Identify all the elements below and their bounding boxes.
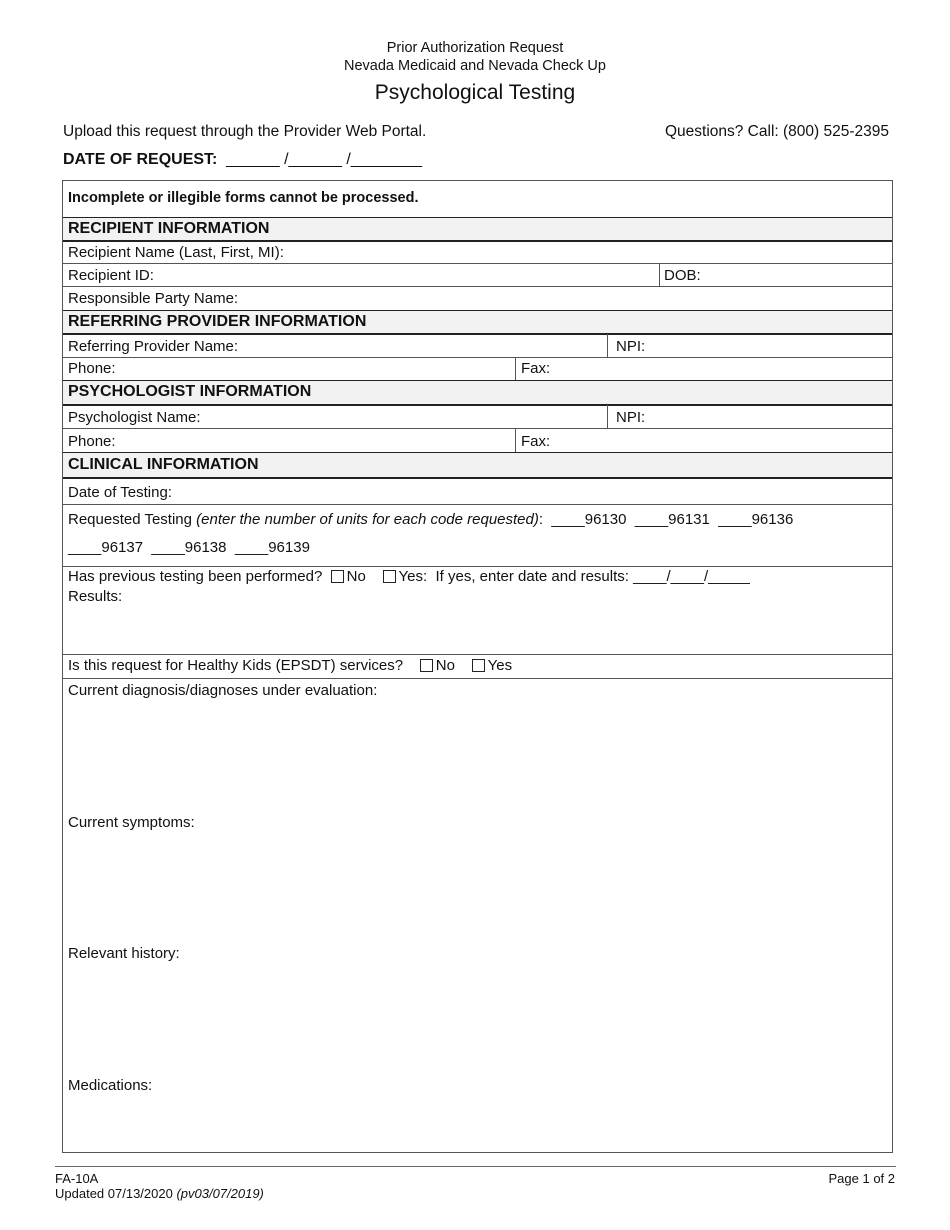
requested-codes-line-2[interactable]: ____96137 ____96138 ____96139 — [68, 539, 310, 556]
updated-date: Updated 07/13/2020 (pv03/07/2019) — [55, 1186, 264, 1201]
results-field[interactable]: Results: — [68, 588, 123, 605]
diagnosis-field[interactable]: Current diagnosis/diagnoses under evaluation: — [68, 682, 378, 699]
referring-npi-field[interactable]: NPI: — [616, 338, 646, 355]
requested-codes-line-1[interactable]: ____96130 ____96131 ____96136 — [551, 511, 794, 528]
previous-yes-label[interactable]: Yes: If yes, enter date and results: ____/____/_____ — [398, 568, 750, 585]
healthy-kids-row: Is this request for Healthy Kids (EPSDT) services? No Yes — [68, 657, 513, 674]
healthy-no-label: No — [435, 657, 455, 674]
header-line-2: Nevada Medicaid and Nevada Check Up — [344, 58, 606, 74]
psychologist-fax-field[interactable]: Fax: — [521, 433, 551, 450]
healthy-yes-checkbox[interactable] — [472, 659, 485, 672]
healthy-yes-label: Yes — [487, 657, 513, 674]
medications-field[interactable]: Medications: — [68, 1077, 153, 1094]
previous-no-checkbox[interactable] — [331, 570, 344, 583]
header-line-1: Prior Authorization Request — [386, 40, 564, 56]
date-of-request-field[interactable]: ______ /______ /________ — [226, 151, 423, 168]
previous-no-label: No — [346, 568, 366, 585]
authorization-form — [62, 180, 893, 1153]
symptoms-field[interactable]: Current symptoms: — [68, 814, 195, 831]
section-clinical-information: CLINICAL INFORMATION — [63, 453, 892, 477]
recipient-name-field[interactable]: Recipient Name (Last, First, MI): — [68, 244, 284, 261]
date-of-request-label: DATE OF REQUEST: — [63, 151, 218, 168]
referring-fax-field[interactable]: Fax: — [521, 360, 551, 377]
responsible-party-field[interactable]: Responsible Party Name: — [68, 290, 239, 307]
previous-yes-checkbox[interactable] — [383, 570, 396, 583]
section-referring-provider: REFERRING PROVIDER INFORMATION — [63, 311, 892, 333]
date-of-testing-field[interactable]: Date of Testing: — [68, 484, 172, 501]
date-of-request — [63, 151, 422, 169]
form-id: FA-10A — [55, 1171, 99, 1186]
psychologist-name-field[interactable]: Psychologist Name: — [68, 409, 201, 426]
incomplete-forms-notice: Incomplete or illegible forms cannot be processed. — [68, 190, 419, 206]
previous-testing-row: Has previous testing been performed? No Yes: If yes, enter date and results: ____/____/_____ — [68, 568, 750, 585]
page-number: Page 1 of 2 — [828, 1171, 895, 1186]
requested-testing-label: Requested Testing (enter the number of units for each code requested): ____96130 ____96131 ____96136 — [68, 511, 794, 528]
history-field[interactable]: Relevant history: — [68, 945, 180, 962]
footer-divider — [55, 1166, 896, 1167]
psychologist-phone-field[interactable]: Phone: — [68, 433, 116, 450]
healthy-no-checkbox[interactable] — [420, 659, 433, 672]
page-title: Psychological Testing — [374, 81, 576, 104]
referring-provider-name-field[interactable]: Referring Provider Name: — [68, 338, 239, 355]
dob-field[interactable]: DOB: — [664, 267, 701, 284]
recipient-id-field[interactable]: Recipient ID: — [68, 267, 154, 284]
upload-instructions: Upload this request through the Provider Web Portal. — [63, 123, 427, 140]
referring-phone-field[interactable]: Phone: — [68, 360, 116, 377]
section-recipient-information: RECIPIENT INFORMATION — [63, 218, 892, 240]
section-psychologist-information: PSYCHOLOGIST INFORMATION — [63, 381, 892, 404]
questions-phone: Questions? Call: (800) 525-2395 — [664, 123, 889, 140]
psychologist-npi-field[interactable]: NPI: — [616, 409, 646, 426]
